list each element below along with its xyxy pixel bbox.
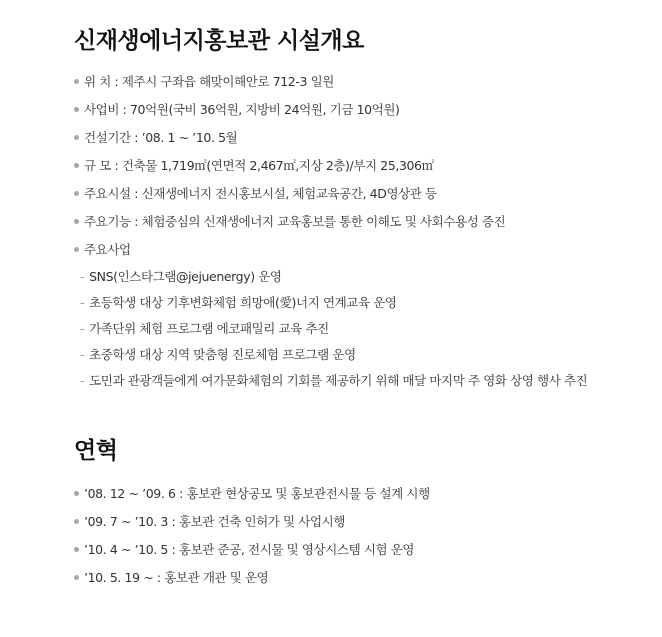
overview-item-functions: [74, 208, 587, 236]
dash-icon: -: [80, 295, 85, 310]
main-projects-sublist-wrapper: [74, 264, 587, 394]
sub-item: [74, 368, 587, 394]
bullet-icon: [74, 79, 79, 84]
history-item-text: ’08. 12 ~ ’09. 6 : 홍보관 현상공모 및 홍보관전시물 등 설계 시행: [84, 486, 430, 501]
section-title-overview: 신재생에너지홍보관 시설개요: [74, 28, 364, 54]
bullet-icon: [74, 491, 79, 496]
dash-icon: -: [80, 269, 85, 284]
sub-item-text: 가족단위 체험 프로그램 에코패밀리 교육 추진: [89, 321, 329, 336]
sub-item-text: 도민과 관광객들에게 여가문화체험의 기회를 제공하기 위해 매달 마지막 주 영화 상영 행사 추진: [89, 373, 588, 388]
overview-item-budget: [74, 96, 587, 124]
sub-item-text: SNS(인스타그램@jejuenergy) 운영: [89, 269, 282, 284]
bullet-icon: [74, 191, 79, 196]
overview-item-main-projects: [74, 236, 587, 264]
overview-item-text: 주요사업: [84, 242, 131, 257]
overview-item-text: 건설기간 : ’08. 1 ~ ’10. 5월: [84, 130, 238, 145]
history-item-text: ’10. 4 ~ ’10. 5 : 홍보관 준공, 전시물 및 영상시스템 시험 운영: [84, 542, 415, 557]
bullet-icon: [74, 163, 79, 168]
dash-icon: -: [80, 347, 85, 362]
history-item: [74, 536, 430, 564]
overview-item-text: 사업비 : 70억원(국비 36억원, 지방비 24억원, 기금 10억원): [84, 102, 400, 117]
history-list: [74, 480, 430, 592]
history-item-text: ’10. 5. 19 ~ : 홍보관 개관 및 운영: [84, 570, 269, 585]
history-item: [74, 508, 430, 536]
bullet-icon: [74, 547, 79, 552]
bullet-icon: [74, 107, 79, 112]
history-item-text: ’09. 7 ~ ’10. 3 : 홍보관 건축 인허가 및 사업시행: [84, 514, 346, 529]
overview-item-text: 위 치 : 제주시 구좌읍 해맞이해안로 712-3 일원: [84, 74, 334, 89]
overview-item-location: [74, 68, 587, 96]
overview-item-facilities: [74, 180, 587, 208]
history-item: [74, 480, 430, 508]
history-item: [74, 564, 430, 592]
bullet-icon: [74, 247, 79, 252]
bullet-icon: [74, 219, 79, 224]
sub-item: [74, 316, 587, 342]
overview-item-text: 주요기능 : 체험중심의 신재생에너지 교육홍보를 통한 이해도 및 사회수용성 증진: [84, 214, 506, 229]
main-projects-sublist: [74, 264, 587, 394]
overview-item-construction-period: [74, 124, 587, 152]
overview-item-text: 규 모 : 건축물 1,719㎡(연면적 2,467㎡,지상 2층)/부지 25,306㎡: [84, 158, 434, 173]
dash-icon: -: [80, 321, 85, 336]
bullet-icon: [74, 519, 79, 524]
bullet-icon: [74, 575, 79, 580]
bullet-icon: [74, 135, 79, 140]
overview-item-scale: [74, 152, 587, 180]
sub-item: [74, 290, 587, 316]
overview-item-text: 주요시설 : 신재생에너지 전시홍보시설, 체험교육공간, 4D영상관 등: [84, 186, 437, 201]
overview-list: [74, 68, 587, 394]
sub-item: [74, 342, 587, 368]
sub-item-text: 초중학생 대상 지역 맞춤형 진로체험 프로그램 운영: [89, 347, 356, 362]
sub-item-text: 초등학생 대상 기후변화체험 희망애(愛)너지 연계교육 운영: [89, 295, 397, 310]
section-title-history: 연혁: [74, 438, 118, 464]
sub-item: [74, 264, 587, 290]
dash-icon: -: [80, 373, 85, 388]
